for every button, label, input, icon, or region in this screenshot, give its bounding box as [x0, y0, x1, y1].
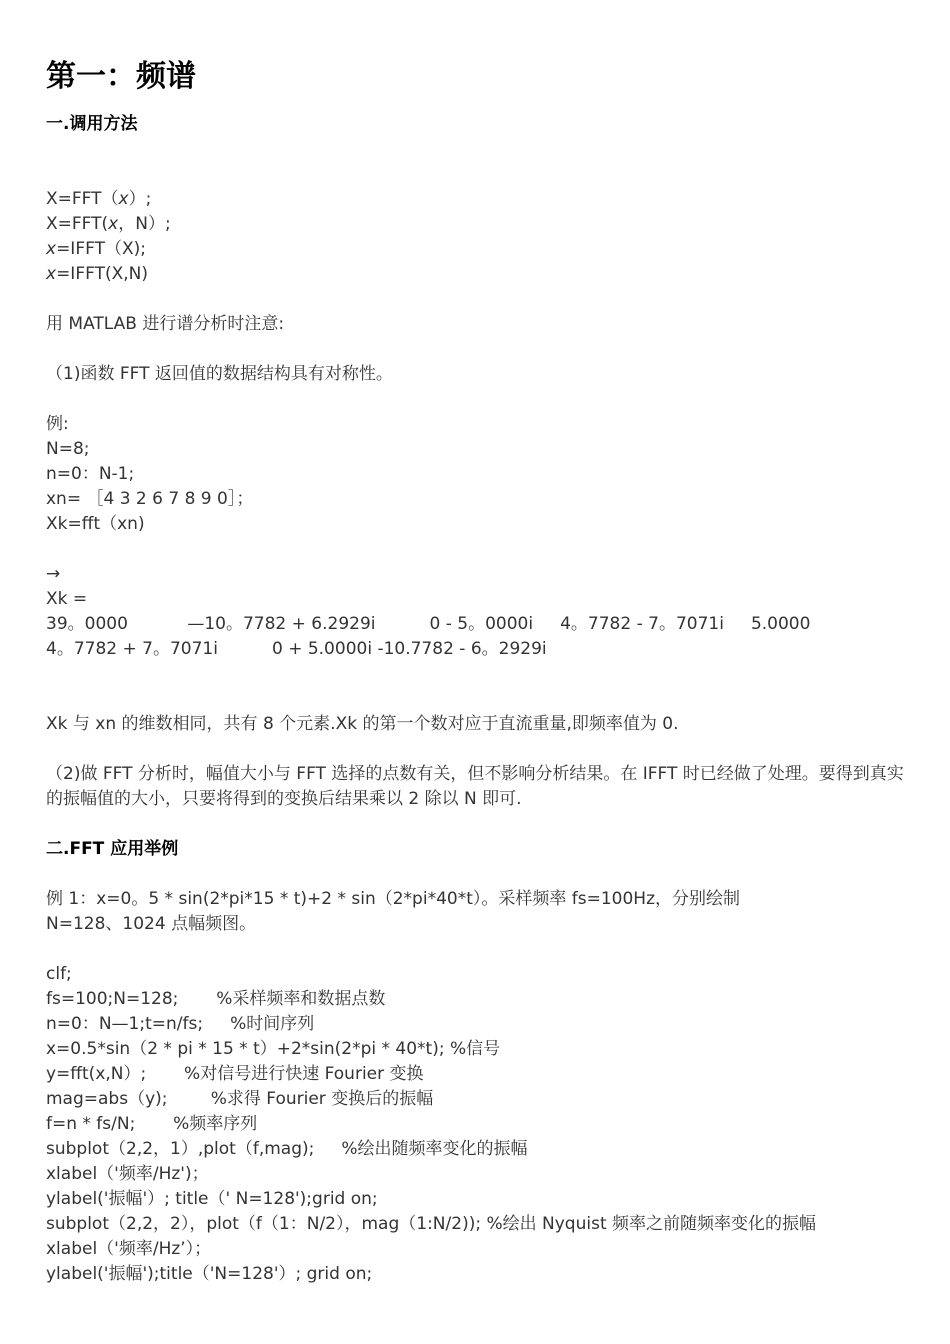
code-line: 例: — [46, 414, 69, 434]
code-line: y=fft(x,N）; %对信号进行快速 Fourier 变换 — [46, 1064, 424, 1084]
code-line: ylabel('振幅');title（'N=128'）; grid on; — [46, 1264, 373, 1284]
code-variable: x — [46, 264, 57, 284]
code-line: xlabel（'频率/Hz’）； — [46, 1239, 212, 1259]
code-line: Xk=fft（xn) — [46, 514, 145, 534]
code-line: subplot（2,2，2），plot（f（1：N/2），mag（1:N/2)); %绘出 Nyquist 频率之前随频率变化的振幅 — [46, 1214, 817, 1234]
code-line: subplot（2,2，1）,plot（f,mag); %绘出随频率变化的振幅 — [46, 1139, 528, 1159]
code-text: ）; — [128, 189, 152, 209]
result-row: 4。7782 + 7。7071i 0 + 5.0000i -10.7782 - 6。2929i — [46, 639, 547, 659]
result-row: 39。0000 —10。7782 + 6.2929i 0 - 5。0000i 4。7782 - 7。7071i 5.0000 — [46, 614, 811, 634]
code-line: n=0：N-1; — [46, 464, 135, 484]
section-heading-usage: 一.调用方法 — [46, 114, 138, 134]
code-variable: x — [46, 239, 57, 259]
section-heading-example: 二.FFT 应用举例 — [46, 839, 179, 859]
code-text: ，N）; — [118, 214, 171, 234]
code-line — [46, 237, 916, 262]
code-line: xlabel（'频率/Hz')； — [46, 1164, 209, 1184]
example-code-block — [46, 412, 916, 537]
paragraph-example-desc: 例 1：x=0。5 * sin(2*pi*15 * t)+2 * sin（2*pi*40*t）。采样频率 fs=100Hz，分别绘制 N=128、1024 点幅频图。 — [46, 889, 741, 934]
code-line — [46, 212, 916, 237]
result-label: Xk = — [46, 589, 88, 609]
paragraph-note-intro: 用 MATLAB 进行谱分析时注意: — [46, 314, 285, 334]
call-syntax-block — [46, 187, 916, 287]
code-variable: x — [108, 214, 119, 234]
code-line: x=0.5*sin（2 * pi * 15 * t）+2*sin(2*pi * 40*t); %信号 — [46, 1039, 501, 1059]
paragraph-point-2: （2)做 FFT 分析时，幅值大小与 FFT 选择的点数有关，但不影响分析结果。在 IFFT 时已经做了处理。要得到真实的振幅值的大小，只要将得到的变换后结果乘以 2 除以 N 即可. — [46, 764, 904, 809]
code-text: X=FFT( — [46, 214, 109, 234]
code-line: ylabel('振幅'）; title（' N=128');grid on; — [46, 1189, 378, 1209]
code-line: mag=abs（y); %求得 Fourier 变换后的振幅 — [46, 1089, 434, 1109]
code-line — [46, 187, 916, 212]
paragraph-point-1: （1)函数 FFT 返回值的数据结构具有对称性。 — [46, 364, 393, 384]
matlab-code-block — [46, 962, 916, 1287]
code-line: fs=100;N=128; %采样频率和数据点数 — [46, 989, 386, 1009]
code-line: n=0：N—1;t=n/fs; %时间序列 — [46, 1014, 315, 1034]
code-text: =IFFT(X,N) — [56, 264, 148, 284]
code-text: X=FFT（ — [46, 189, 119, 209]
code-line: clf; — [46, 964, 72, 984]
code-text: =IFFT（X); — [56, 239, 146, 259]
document-page — [46, 58, 916, 1287]
page-title: 第一：频谱 — [46, 59, 196, 94]
code-variable: x — [118, 189, 129, 209]
code-line: xn= ［4 3 2 6 7 8 9 0］； — [46, 489, 254, 509]
arrow-symbol: → — [46, 564, 61, 584]
code-line — [46, 262, 916, 287]
code-line: N=8; — [46, 439, 90, 459]
paragraph-explain: Xk 与 xn 的维数相同，共有 8 个元素.Xk 的第一个数对应于直流重量,即频率值为 0. — [46, 714, 679, 734]
code-line: f=n * fs/N; %频率序列 — [46, 1114, 258, 1134]
